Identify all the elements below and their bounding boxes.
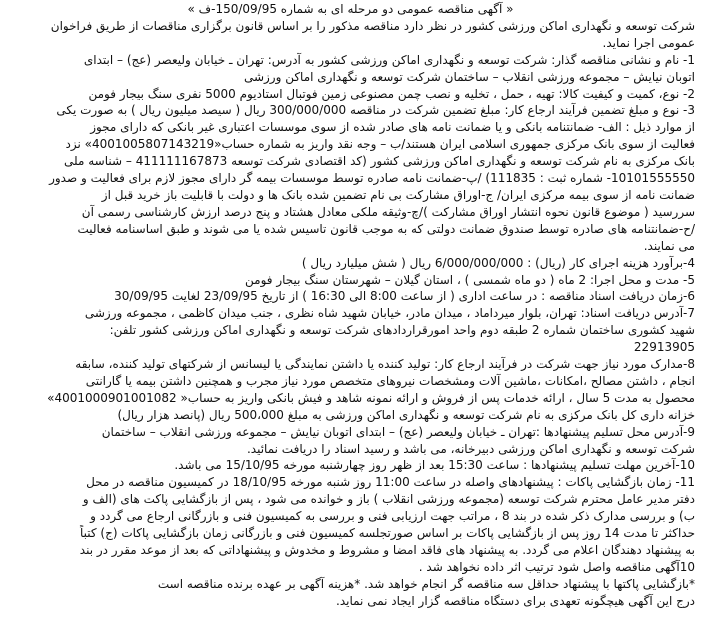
notice-line: 8-مدارک مورد نیاز جهت شرکت در فرآیند ارجاع کار: تولید کننده یا داشتن نمایندگی یا لیسانس از شرکتهای تولید کننده، سابقه: [75, 357, 695, 372]
notice-line: 10آگهی مناقصه واصل شود ترتیب اثر داده نخواهد شد .: [418, 559, 695, 574]
notice-line: 1- نام و نشانی مناقصه گذار: شرکت توسعه و نگهداری اماکن ورزشی کشور به آدرس: تهران ـ خیابان ولیعصر (عج) – ابتدای: [83, 52, 695, 67]
notice-line: محصول به مدت 5 سال ، ارائه خدمات پس از فروش و ارائه نمونه شاهد و فیش بانکی واریز به حساب« 4001000901001082»: [47, 390, 695, 405]
notice-line: دفتر مدیر عامل محترم شرکت توسعه (مجموعه ورزشی انقلاب ) باز و خوانده می شود ، پس از بازگشایی پاکت های (الف و: [82, 492, 695, 507]
notice-line: 22913905: [633, 340, 695, 355]
notice-line: 2- نوع، کمیت و کیفیت کالا: تهیه ، حمل ، تخلیه و نصب چمن مصنوعی زمین فوتبال استادیوم 5000 نفری سنگ بیجار فومن: [88, 86, 695, 101]
notice-line: می نمایند.: [643, 238, 695, 253]
notice-line: از موارد ذیل : الف- ضمانتنامه بانکی و یا ضمانت نامه های صادر شده از سوی موسسات اعتباری غیر بانکی که دارای مجوز: [90, 120, 695, 135]
notice-line: عمومی اجرا نماید.: [602, 35, 695, 50]
notice-line: خزانه داری کل بانک مرکزی به نام شرکت توسعه و نگهداری اماکن ورزشی به مبلغ 500،000 ریال (پانصد هزار ریال): [117, 407, 695, 422]
notice-line: انجام ، داشتن مصالح ،امکانات ،ماشین آلات ومشخصات نیروهای متخصص مورد نیاز مجرب و همچنین داشتن بیمه یا گارانتی: [85, 373, 695, 388]
notice-line: سررسید ( موضوع قانون نحوه انتشار اوراق مشارکت )/چ-وثیقه ملکی معادل هشتاد و پنج درصد ارزش کارشناسی رسمی آن: [81, 204, 695, 219]
notice-line: اتوبان نیایش – مجموعه ورزشی انقلاب – ساختمان شرکت توسعه و نگهداری اماکن ورزشی: [243, 69, 695, 84]
notice-line: ب) و بررسی مدارک ذکر شده در بند 8 ، مراتب جهت ارزیابی فنی و بررسی به کمیسیون فنی و بازرگانی ارجاع می گردد و: [90, 509, 695, 524]
notice-line: درج این آگهی هیچگونه تعهدی برای دستگاه مناقصه گزار ایجاد نمی نماید.: [336, 593, 695, 608]
notice-line: /ح-ضمانتنامه های صادره توسط صندوق ضمانت دولتی که به موجب قانون تاسیس شده یا می شوند و طبق اساسنامه فعالیت: [77, 221, 695, 236]
notice-line: حداکثر تا مدت 14 روز پس از بازگشایی پاکات بر اساس صورتجلسه کمیسیون فنی و بازرگانی زمان بازگشایی پاکات (ج) کتباً: [80, 526, 695, 541]
notice-line: شرکت توسعه و نگهداری اماکن ورزشی کشور در نظر دارد مناقصه مذکور را بر اساس قانون برگزاری مناقصات از طریق فراخوان: [50, 18, 695, 33]
notice-line: بانک مرکزی به نام شرکت توسعه و نگهداری اماکن ورزشی کشور (کد اقتصادی شرکت توسعه 411111167873 – شناسه ملی: [64, 154, 695, 169]
notice-line: 6-زمان دریافت اسناد مناقصه : در ساعت اداری ( از ساعت 8:00 الی 16:30 ) از تاریخ 23/09/95 لغایت 30/09/95: [114, 289, 695, 304]
notice-line: 7-آدرس دریافت اسناد: تهران، بلوار میرداماد ، میدان مادر، خیابان شهید شاه نظری ، جنب میدان کاظمی ، مجموعه ورزشی: [84, 306, 695, 321]
notice-line: 11- زمان بازگشایی پاکات : پیشنهادهای واصله در ساعت 11:00 روز شنبه مورخه 18/10/95 در کمیسیون مناقصه در محل: [86, 475, 695, 490]
notice-line: 9-آدرس محل تسلیم پیشنهادها :تهران ـ خیابان ولیعصر (عج) – ابتدای اتوبان نیایش – مجموعه ورزشی انقلاب – ساختمان: [101, 424, 695, 439]
notice-line: شهید کشوری ساختمان شماره 2 طبقه دوم واحد امورقراردادهای شرکت توسعه و نگهداری اماکن ورزشی کشور تلفن:: [109, 323, 695, 338]
notice-line: *بازگشایی پاکتها با پیشنهاد حداقل سه مناقصه گر انجام خواهد شد. *هزینه آگهی بر عهده برنده مناقصه است: [157, 576, 695, 591]
notice-line: 4-برآورد هزینه اجرای کار (ریال) : 6/000/000/000 ریال ( شش میلیارد ریال ): [301, 255, 695, 270]
notice-body: [6, 18, 695, 610]
notice-line: فعالیت از سوی بانک مرکزی جمهوری اسلامی ایران هستند/ب – وجه نقد واریز به شماره حساب«4001005807143219» نزد: [65, 137, 695, 152]
notice-line: شرکت توسعه و نگهداری اماکن ورزشی دبیرخانه، می باشد و رسید اسناد را دریافت نمائید.: [246, 441, 695, 456]
notice-line: 10101555550- شماره ثبت : 111835) /پ-ضمانت نامه صادره توسط موسسات بیمه گر دارای مجوز لازم برای فعالیت و صدور: [49, 171, 695, 186]
notice-line: به پیشنهاد دهندگان اعلام می گردد. به پیشنهاد های فاقد امضا و مشروط و مخدوش و پیشنهاداتی که بعد از موعد مقرر در بند: [79, 543, 695, 557]
notice-line: 3- نوع و مبلغ تضمین فرآیند ارجاع کار: مبلغ تضمین شرکت در مناقصه 300/000/000 ریال ( سیصد میلیون ریال ) به صورت یکی: [56, 103, 695, 118]
notice-title: « آگهی مناقصه عمومی دو مرحله ای به شماره 150/09/95-ف »: [187, 2, 514, 16]
notice-line: 10-آخرین مهلت تسلیم پیشنهادها : ساعت 15:30 بعد از ظهر روز چهارشنبه مورخه 15/10/95 می باشد.: [174, 458, 695, 473]
notice-line: 5- مدت و محل اجرا: 2 ماه ( دو ماه شمسی ) ، استان گیلان – شهرستان سنگ بیجار فومن: [245, 272, 695, 287]
notice-line: ضمانت نامه از سوی بیمه مرکزی ایران/ ج-اوراق مشارکت بی نام تضمین شده بانک ها و دولت با قابلیت باز خرید قبل از: [101, 187, 695, 202]
